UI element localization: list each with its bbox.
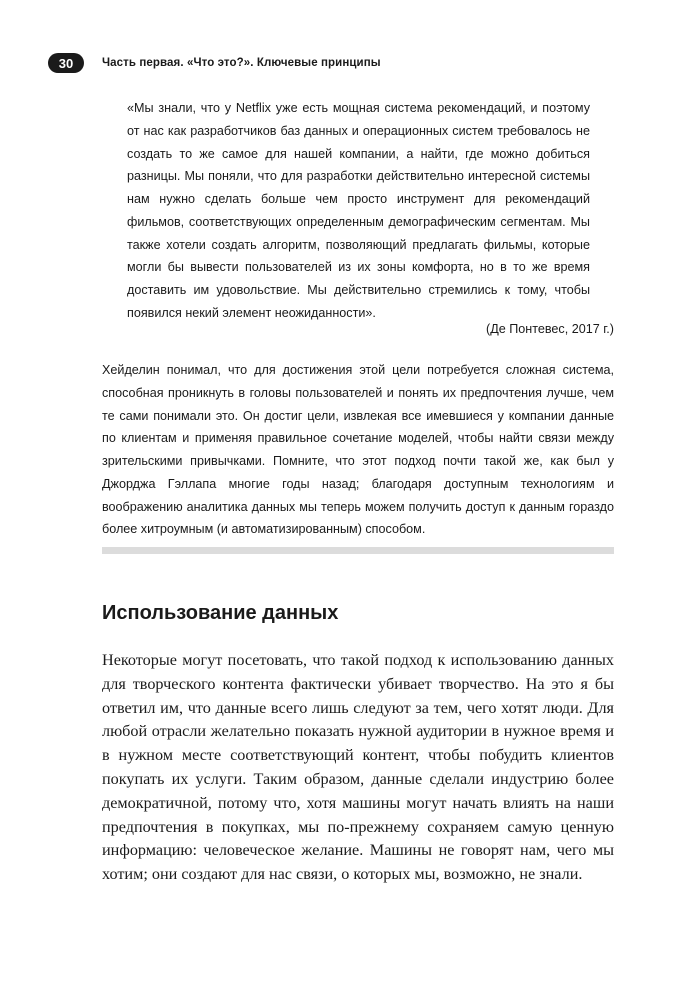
page-number: 30 <box>48 53 84 73</box>
section-title: Использование данных <box>102 602 339 624</box>
quote-citation: (Де Понтевес, 2017 г.) <box>486 322 614 336</box>
running-title: Часть первая. «Что это?». Ключевые принципы <box>102 57 381 69</box>
section-paragraph: Некоторые могут посетовать, что такой подход к использованию данных для творческого контента фактически убивает творчество. На это я бы ответил им, что данные всего лишь следуют за тем, чего хотят люди. Для любой отрасли желательно показать нужной аудитории в нужное время и в нужном месте соответствующий контент, чтобы побудить клиентов покупать их услуги. Таким образом, данные сделали индустрию более демократичной, потому что, хотя машины могут начать влиять на наши предпочтения в покупках, мы по-прежнему сохраняем самую ценную информацию: человеческое желание. Машины не говорят нам, чего мы хотим; они создают для нас связи, о которых мы, возможно, не знали. <box>102 651 614 884</box>
section-divider <box>102 547 614 554</box>
paragraph-hadelin: Хейделин понимал, что для достижения этой цели потребуется сложная система, способная проникнуть в головы пользователей и понять их предпочтения лучше, чем те сами понимали это. Он достиг цели, извлекая все имевшиеся у компании данные по клиентам и применяя правильное сочетание моделей, чтобы найти связи между зрительскими привычками. Помните, что этот подход почти такой же, как был у Джорджа Гэллапа многие годы назад; благодаря доступным технологиям и воображению аналитика данных мы теперь можем получить доступ к данным гораздо более хитроумным (и автоматизированным) способом. <box>102 363 614 537</box>
page-header <box>48 52 381 74</box>
quote-text: «Мы знали, что у Netflix уже есть мощная система рекомендаций, и поэтому от нас как разработчиков баз данных и операционных систем требовалось не создать то же самое для нашей компании, а найти, где можно добиться разницы. Мы поняли, что для разработки действительно интересной системы нам нужно сделать больше чем просто инструмент для рекомендаций фильмов, соответствующих определенным демографическим сегментам. Мы также хотели создать алгоритм, позволяющий предлагать фильмы, которые могли бы вывести пользователей из их зоны комфорта, но в то же время доставить им удовольствие. Мы действительно стремились к тому, чтобы появился некий элемент неожиданности». <box>127 101 590 320</box>
